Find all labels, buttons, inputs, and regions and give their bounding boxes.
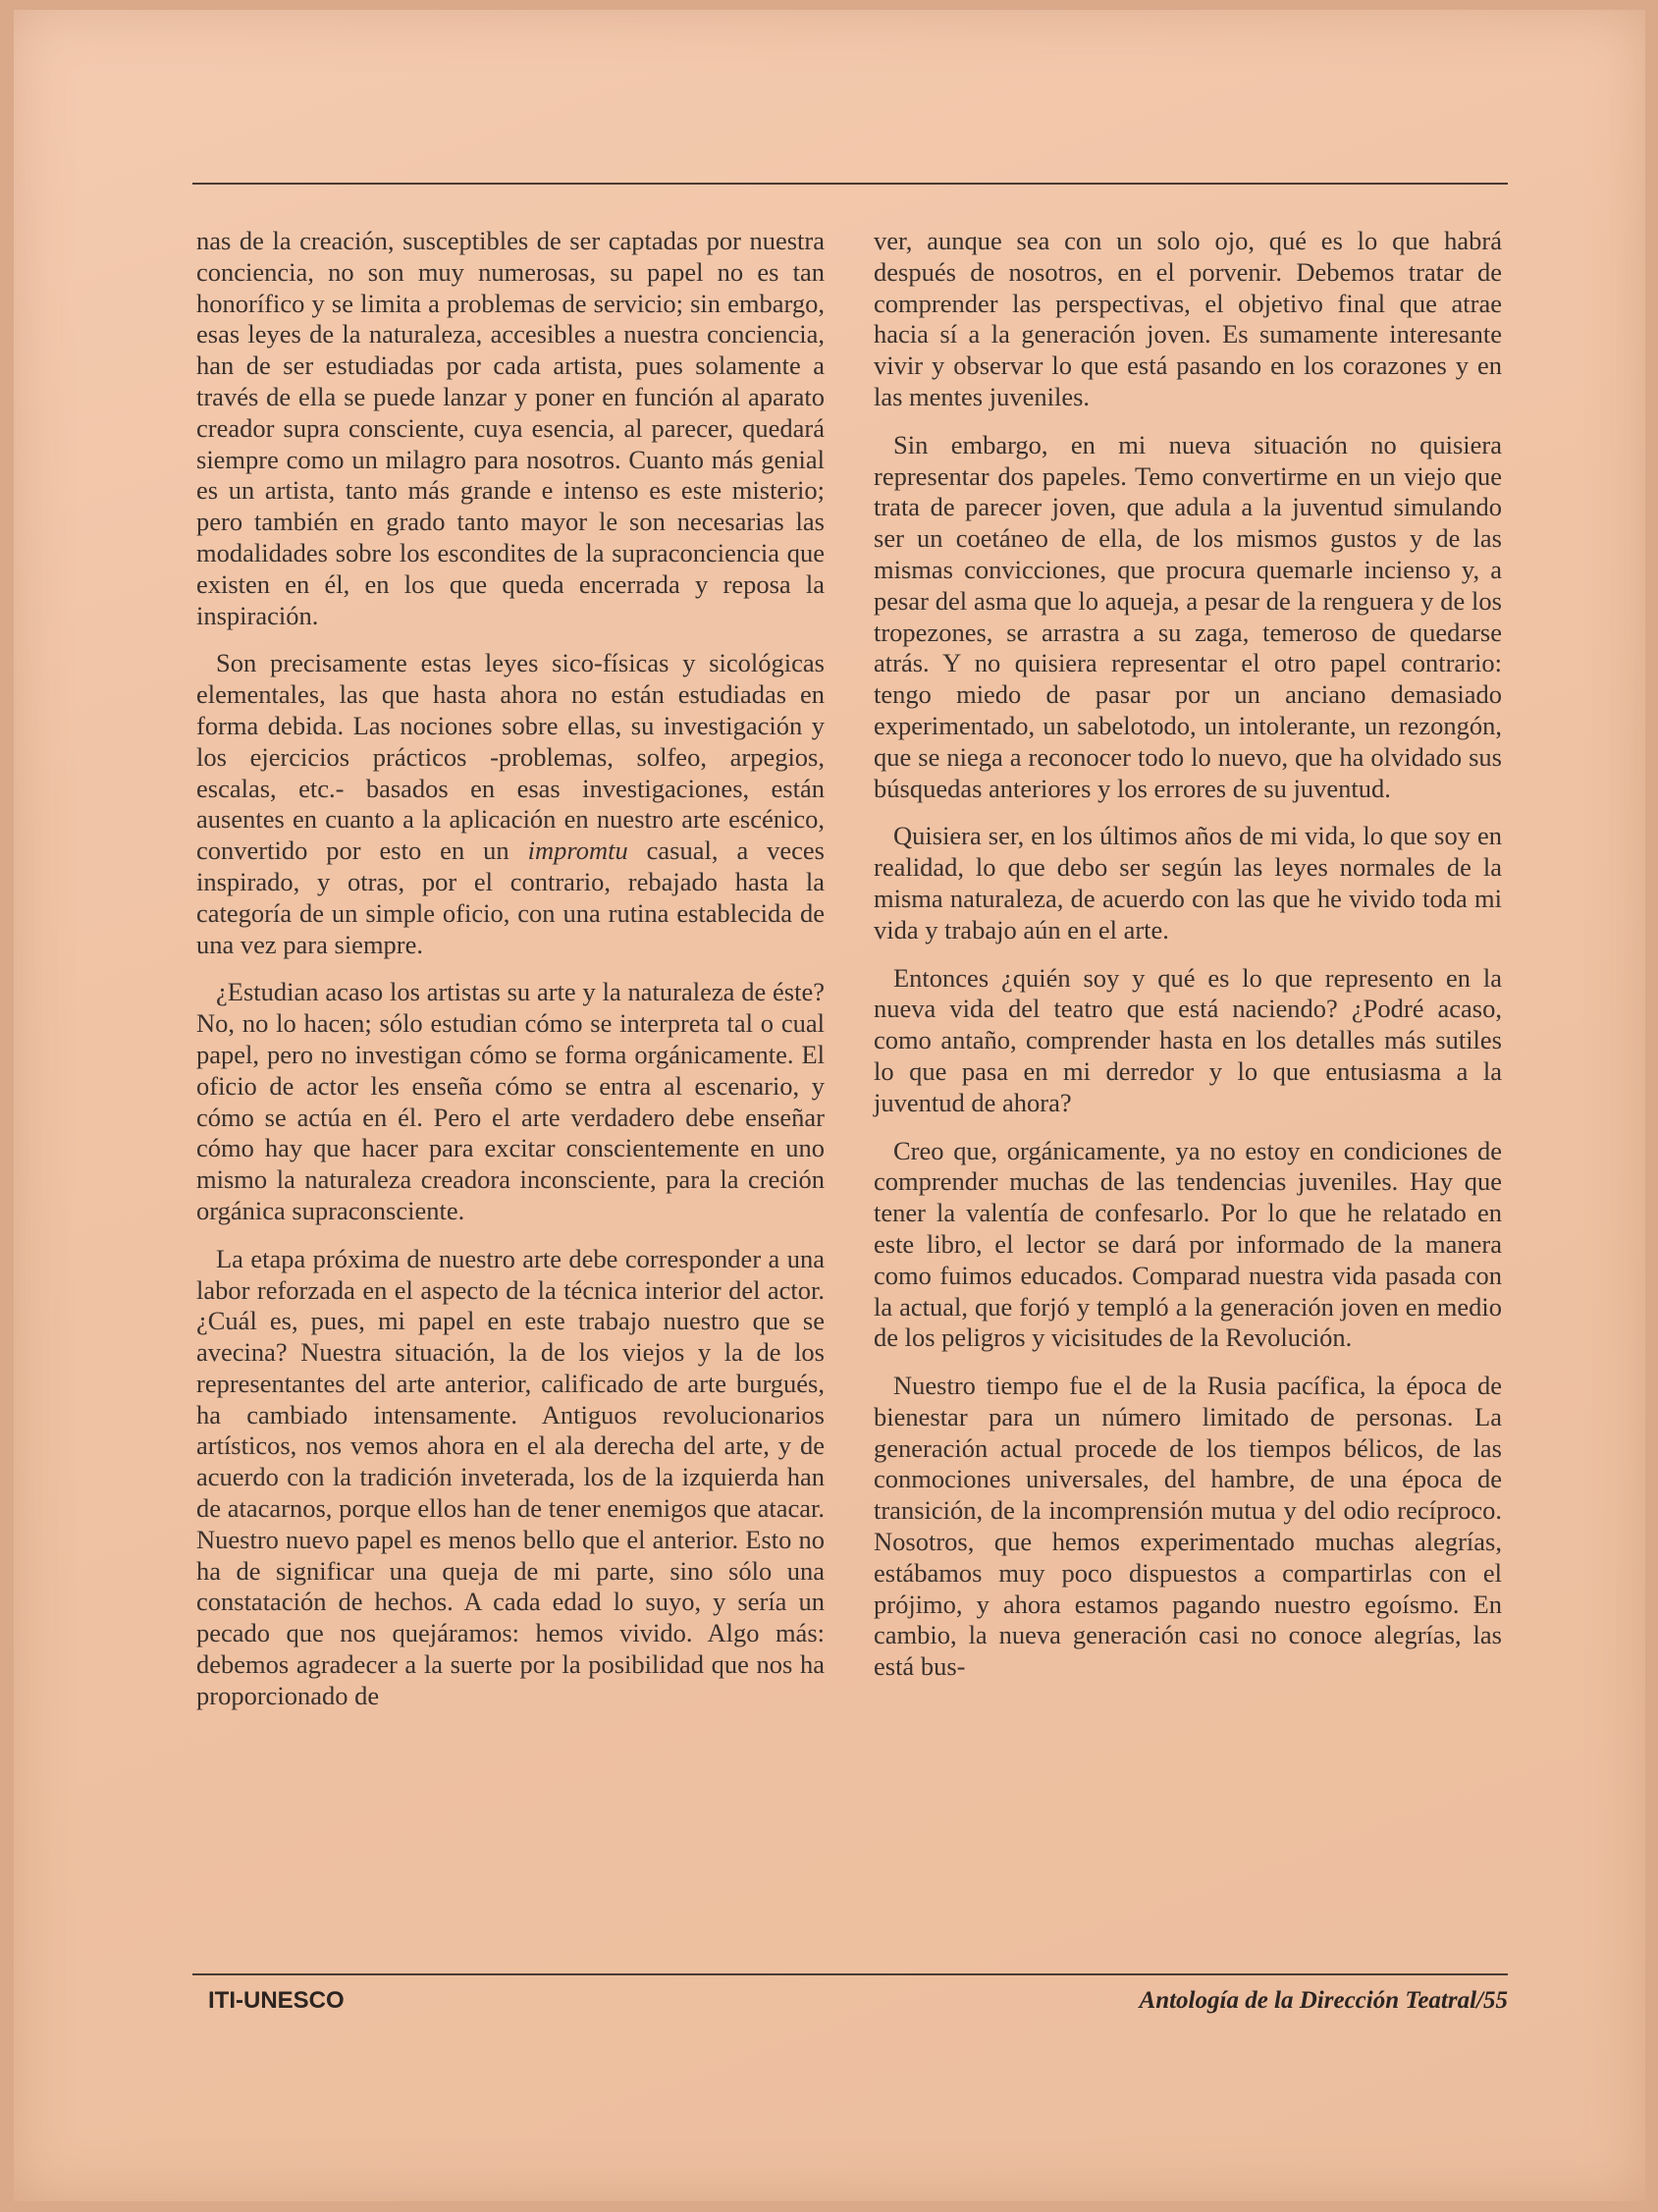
paragraph: Creo que, orgánicamente, ya no estoy en condiciones de comprender muchas de las tendencias juveniles. Hay que tener la valentía de confesarlo. Por lo que he relatado en este libro, el lector se dará por informado de la manera como fuimos educados. Comparad nuestra vida pasada con la actual, que forjó y templó a la generación joven en medio de los peligros y vicisitudes de la Revolución. [874, 1135, 1502, 1353]
paragraph: nas de la creación, susceptibles de ser captadas por nuestra conciencia, no son muy numerosas, su papel no es tan honorífico y se limita a problemas de servicio; sin embargo, esas leyes de la naturaleza, accesibles a nuestra conciencia, han de ser estudiadas por cada artista, pues solamente a través de ella se puede lanzar y poner en función al aparato creador supra consciente, cuya esencia, al parecer, quedará siempre como un milagro para nosotros. Cuanto más genial es un artista, tanto más grande e intenso es este misterio; pero también en grado tanto mayor le son necesarias las modalidades sobre los escondites de la supraconciencia que existen en él, en los que queda encerrada y reposa la inspiración. [196, 226, 825, 630]
footer-publisher: ITI-UNESCO [208, 1987, 345, 2014]
bottom-rule [192, 1973, 1508, 1975]
top-rule [192, 183, 1508, 185]
footer-title-page-number: Antología de la Dirección Teatral/55 [1139, 1987, 1508, 2014]
left-column [196, 226, 825, 1729]
paragraph: ver, aunque sea con un solo ojo, qué es lo que habrá después de nosotros, en el porvenir. Debemos tratar de comprender las perspectivas, el objetivo final que atrae hacia sí a la generación joven. Es sumamente interesante vivir y observar lo que está pasando en los corazones y en las mentes juveniles. [874, 226, 1502, 411]
paragraph-text: Son precisamente estas leyes sico-físicas y sicológicas elementales, las que hasta ahora no están estudiadas en forma debida. Las nociones sobre ellas, su investigación y los ejercicios prácticos -problemas, solfeo, arpegios, escalas, etc.- basados en esas investigaciones, están ausentes en cuanto a la aplicación en nuestro arte escénico, convertido por esto en un [196, 648, 825, 866]
paragraph [196, 648, 825, 960]
right-column [874, 226, 1502, 1699]
paragraph: La etapa próxima de nuestro arte debe corresponder a una labor reforzada en el aspecto de la técnica interior del actor. ¿Cuál es, pues, mi papel en este trabajo nuestro que se avecina? Nuestra situación, la de los viejos y la de los representantes del arte anterior, calificado de arte burgués, ha cambiado intensamente. Antiguos revolucionarios artísticos, nos vemos ahora en el ala derecha del arte, y de acuerdo con la tradición inveterada, los de la izquierda han de atacarnos, porque ellos han de tener enemigos que atacar. Nuestro nuevo papel es menos bello que el anterior. Esto no ha de significar una queja de mi parte, sino sólo una constatación de hechos. A cada edad lo suyo, y sería un pecado que nos quejáramos: hemos vivido. Algo más: debemos agradecer a la suerte por la posibilidad que nos ha proporcionado de [196, 1243, 825, 1710]
paragraph-text: casual, a veces inspirado, y otras, por el contrario, rebajado hasta la categoría de un simple oficio, con una rutina establecida de una vez para siempre. [196, 836, 825, 959]
paragraph: Entonces ¿quién soy y qué es lo que represento en la nueva vida del teatro que está naciendo? ¿Podré acaso, como antaño, comprender hasta en los detalles más sutiles lo que pasa en mi derredor y lo que entusiasma a la juventud de ahora? [874, 962, 1502, 1117]
paragraph: Nuestro tiempo fue el de la Rusia pacífica, la época de bienestar para un número limitado de personas. La generación actual procede de los tiempos bélicos, de las conmociones universales, del hambre, de una época de transición, de la incomprensión mutua y del odio recíproco. Nosotros, que hemos experimentado muchas alegrías, estábamos muy poco dispuestos a compartirlas con el prójimo, y ahora estamos pagando nuestro egoísmo. En cambio, la nueva generación casi no conoce alegrías, las está bus- [874, 1371, 1502, 1682]
paragraph: ¿Estudian acaso los artistas su arte y la naturaleza de éste? No, no lo hacen; sólo estudian cómo se interpreta tal o cual papel, pero no investigan cómo se forma orgánicamente. El oficio de actor les enseña cómo se entra al escenario, y cómo se actúa en él. Pero el arte verdadero debe enseñar cómo hay que hacer para excitar conscientemente en uno mismo la naturaleza creadora inconsciente, para la creción orgánica supraconsciente. [196, 977, 825, 1225]
paragraph: Sin embargo, en mi nueva situación no quisiera representar dos papeles. Temo convertirme en un viejo que trata de parecer joven, que adula a la juventud simulando ser un coetáneo de ella, de los mismos gustos y de las mismas convicciones, que procura quemarle incienso y, a pesar del asma que lo aqueja, a pesar de la renguera y de los tropezones, se arrastra a su zaga, temeroso de quedarse atrás. Y no quisiera representar el otro papel contrario: tengo miedo de pasar por un anciano demasiado experimentado, un sabelotodo, un intolerante, un rezongón, que se niega a reconocer todo lo nuevo, que ha olvidado sus búsquedas anteriores y los errores de su juventud. [874, 429, 1502, 803]
paragraph: Quisiera ser, en los últimos años de mi vida, lo que soy en realidad, lo que debo ser según las leyes normales de la misma naturaleza, de acuerdo con las que he vivido toda mi vida y trabajo aún en el arte. [874, 821, 1502, 944]
italic-term: impromtu [527, 836, 628, 866]
page-sheet [14, 10, 1645, 2201]
